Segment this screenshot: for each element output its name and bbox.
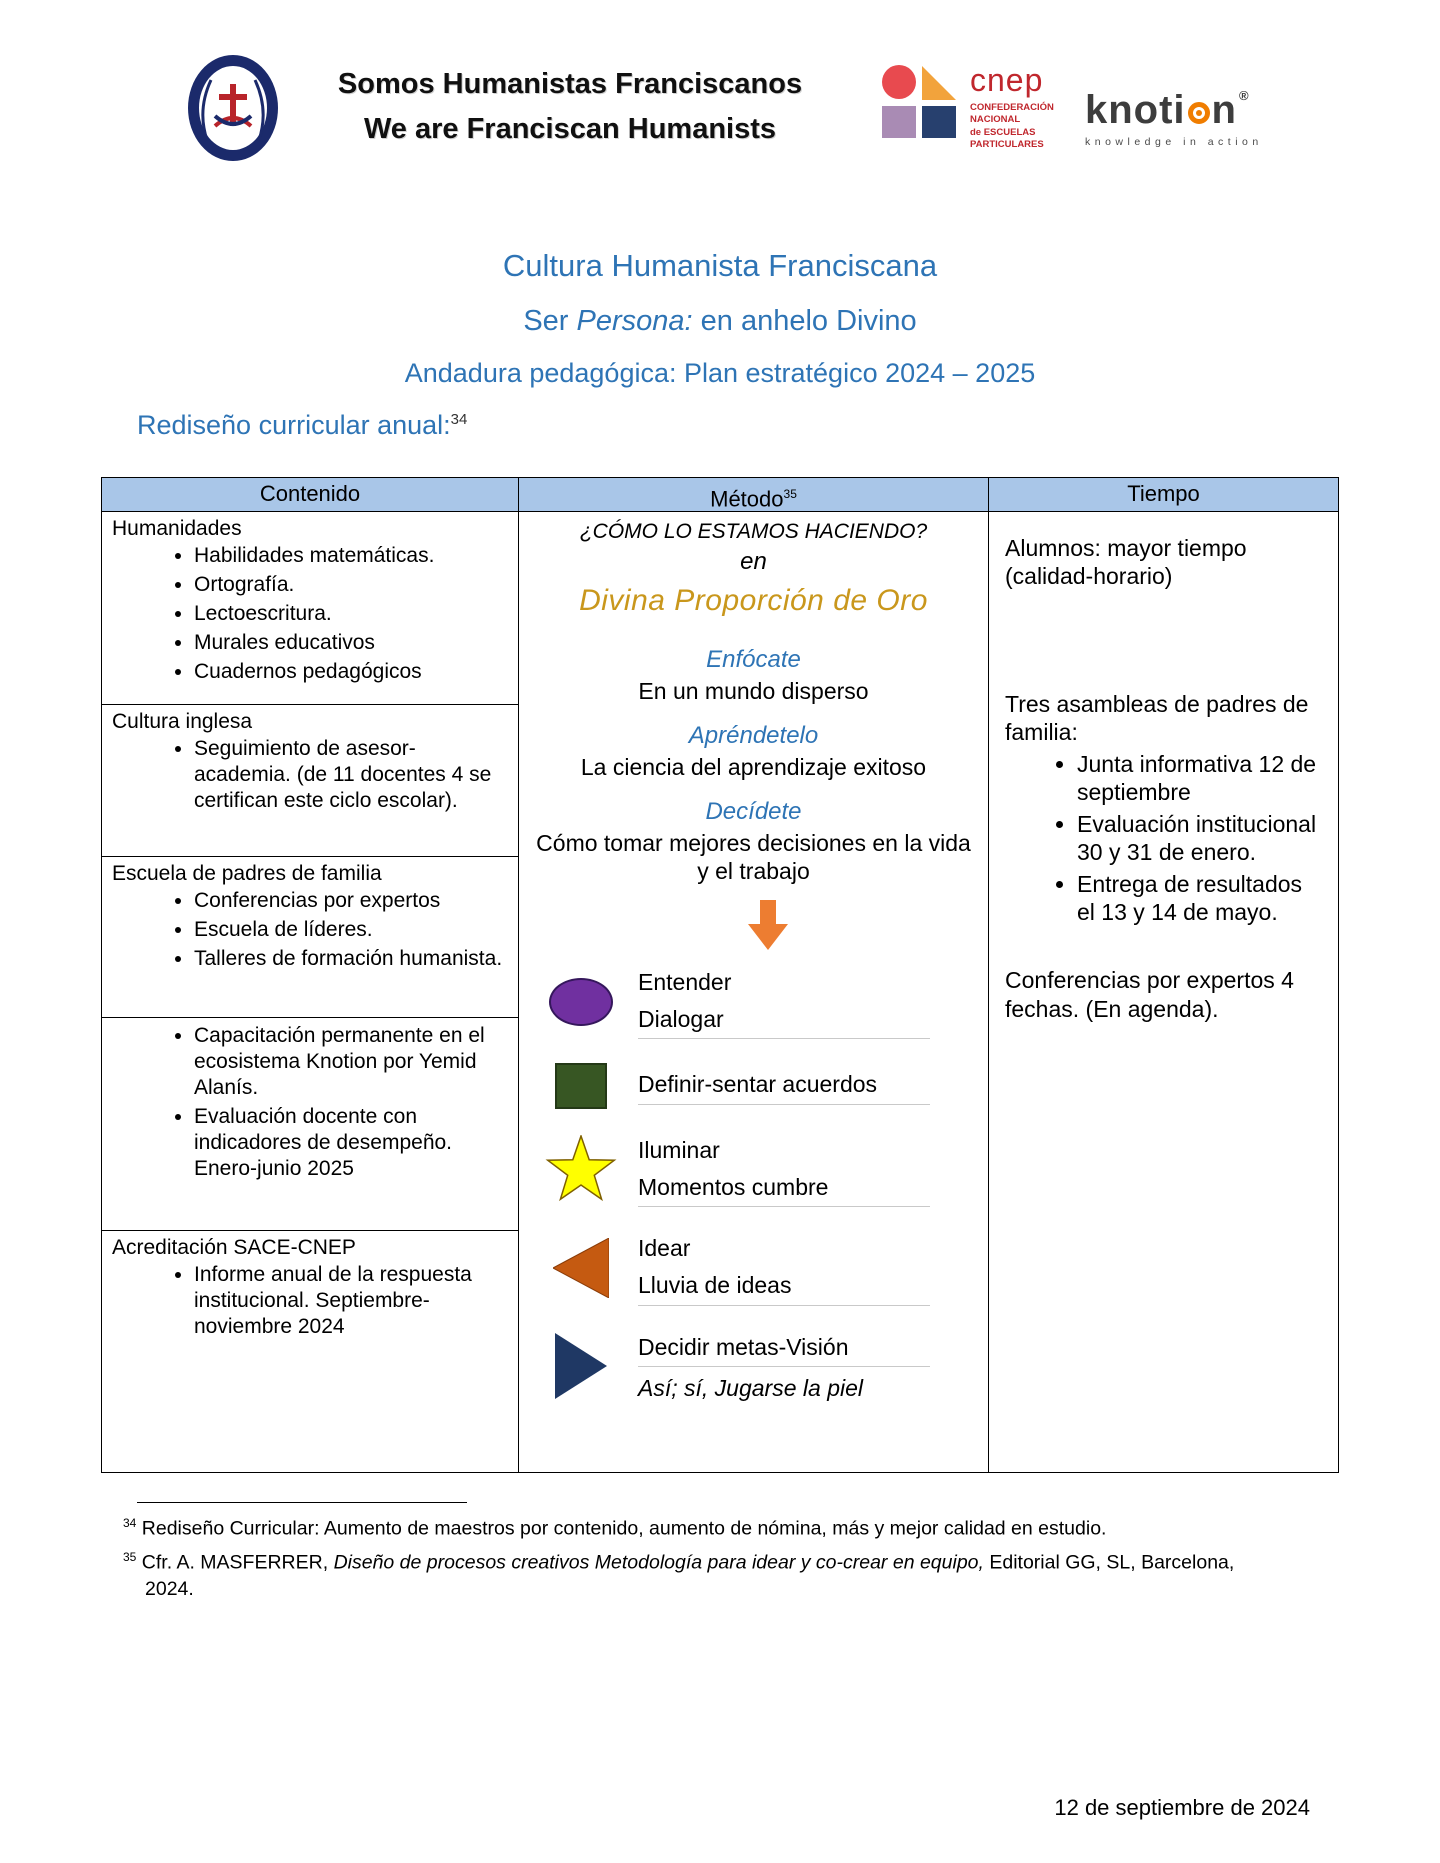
method-step-body: Cómo tomar mejores decisiones en la vida y el trabajo	[536, 829, 971, 885]
content-section-cultura-inglesa	[102, 705, 518, 857]
school-name	[320, 62, 820, 152]
column-tiempo	[989, 512, 1338, 1472]
method-step-body: La ciencia del aprendizaje exitoso	[580, 753, 927, 780]
green-square-icon	[555, 1063, 607, 1109]
method-row-iluminar	[539, 1133, 988, 1207]
bullet-item: • Evaluación institucional 30 y 31 de enero.	[1077, 810, 1326, 866]
method-step-head: Decídete	[705, 797, 802, 825]
content-section-humanidades	[102, 512, 518, 705]
header-metodo: Método$^{35}$	[519, 478, 989, 511]
method-step-body: En un mundo disperso	[638, 678, 869, 704]
footnote-35: $^{35}$ Cfr. A. MASFERRER, Diseño de procesos creativos Metodología para idear y co-crear en equipo, Editorial GG, SL, Barcelona, 2024.	[123, 1549, 1235, 1600]
document-title: Cultura Humanista Franciscana	[502, 248, 938, 283]
method-divina-title: Divina Proporción de Oro	[579, 584, 928, 617]
column-contenido	[102, 512, 519, 1472]
school-name-en: We are Franciscan Humanists	[363, 112, 777, 145]
footnote-ref-35: 35	[783, 487, 797, 501]
header-contenido: Contenido	[102, 478, 519, 511]
method-label: Idear	[638, 1235, 691, 1262]
method-label: Momentos cumbre	[638, 1170, 930, 1208]
method-label: Definir-sentar acuerdos	[638, 1067, 930, 1105]
bullet-item: • Murales educativos	[194, 630, 512, 656]
knotion-tagline: knowledge in action	[1085, 136, 1263, 148]
cnep-name: cnep	[970, 62, 1044, 98]
bullet-item: • Cuadernos pedagógicos	[194, 659, 512, 685]
knotion-wordmark: knoti n ®	[1085, 88, 1250, 132]
registered-mark: ®	[1238, 88, 1250, 103]
bullet-list	[112, 1262, 512, 1340]
bullet-list	[112, 1023, 512, 1182]
method-question: ¿CÓMO LO ESTAMOS HACIENDO?	[579, 520, 928, 543]
bullet-item: • Capacitación permanente en el ecosistema Knotion por Yemid Alanís.	[194, 1023, 512, 1101]
section-title: Humanidades	[112, 517, 242, 540]
content-section-capacitacion	[102, 1018, 518, 1231]
method-label: Iluminar	[638, 1137, 720, 1164]
bullet-item: • Ortografía.	[194, 572, 512, 598]
cnep-logo	[878, 62, 1054, 151]
yellow-star-icon	[544, 1135, 618, 1205]
cnep-subtitle: CONFEDERACIÓN NACIONAL de ESCUELAS PARTICULARES	[970, 102, 1054, 151]
bullet-item: • Habilidades matemáticas.	[194, 543, 512, 569]
cnep-text	[970, 62, 1054, 151]
school-name-es: Somos Humanistas Franciscanos	[337, 68, 803, 100]
knotion-o-icon	[1188, 102, 1210, 124]
footnotes	[123, 1502, 1373, 1609]
footnote-34: $^{34}$ Rediseño Curricular: Aumento de maestros por contenido, aumento de nómina, más y mejor calidad en estudio.	[123, 1516, 1107, 1540]
section-title: Escuela de padres de familia	[112, 862, 382, 885]
section-title: Acreditación SACE-CNEP	[112, 1236, 356, 1259]
plan-line: Andadura pedagógica: Plan estratégico 2024 – 2025	[404, 358, 1036, 388]
method-label: Lluvia de ideas	[638, 1268, 930, 1306]
table-body	[102, 512, 1338, 1472]
header-tiempo: Tiempo	[1127, 481, 1200, 506]
bullet-list	[112, 543, 512, 685]
bullet-item: • Entrega de resultados el 13 y 14 de mayo.	[1077, 870, 1326, 926]
method-label: Entender	[638, 969, 732, 995]
plan-table	[101, 477, 1339, 1473]
footnote-divider	[137, 1502, 467, 1503]
purple-ellipse-icon	[549, 978, 613, 1026]
bullet-item: • Junta informativa 12 de septiembre	[1077, 750, 1326, 806]
section-title: Cultura inglesa	[112, 710, 253, 733]
bullet-list	[112, 888, 512, 972]
bullet-item: • Escuela de líderes.	[194, 917, 512, 943]
tiempo-alumnos: Alumnos: mayor tiempo (calidad-horario)	[1005, 535, 1247, 590]
knotion-logo	[1085, 88, 1263, 148]
page-footer-date: 12 de septiembre de 2024	[1054, 1795, 1310, 1820]
bullet-list	[112, 736, 512, 814]
method-label: Dialogar	[638, 1002, 930, 1040]
school-crest-logo	[185, 52, 281, 164]
method-row-entender	[539, 965, 988, 1039]
annual-redesign-line: Rediseño curricular anual:$^{34}$	[137, 410, 468, 440]
orange-triangle-left-icon	[553, 1238, 609, 1298]
content-section-acreditacion	[102, 1231, 518, 1472]
tiempo-asambleas-head: Tres asambleas de padres de familia:	[1005, 691, 1309, 746]
tiempo-conferencias: Conferencias por expertos 4 fechas. (En agenda).	[1005, 967, 1294, 1022]
bullet-item: • Talleres de formación humanista.	[194, 946, 512, 972]
bullet-item: • Informe anual de la respuesta institucional. Septiembre-noviembre 2024	[194, 1262, 512, 1340]
bullet-item: • Conferencias por expertos	[194, 888, 512, 914]
bullet-item: • Seguimiento de asesor-academia. (de 11 docentes 4 se certifican este ciclo escolar).	[194, 736, 512, 814]
method-en: en	[740, 548, 767, 575]
method-step-head: Apréndetelo	[688, 721, 819, 749]
column-metodo	[519, 512, 989, 1472]
navy-triangle-right-icon	[555, 1333, 607, 1399]
method-closing-line: Así; sí, Jugarse la piel	[638, 1375, 863, 1402]
method-step-head: Enfócate	[706, 646, 801, 673]
footnote-ref-34: 34	[450, 411, 468, 428]
method-row-definir	[539, 1063, 988, 1109]
bullet-item: • Lectoescritura.	[194, 601, 512, 627]
method-row-idear	[539, 1231, 988, 1305]
method-row-decidir	[539, 1330, 988, 1403]
document-subtitle: Ser Persona: en anhelo Divino	[523, 305, 917, 337]
school-crest-icon	[185, 52, 281, 164]
table-header-row	[102, 478, 1338, 512]
tiempo-bullet-list	[1005, 750, 1326, 926]
method-label: Decidir metas-Visión	[638, 1330, 930, 1368]
down-arrow-icon	[748, 900, 788, 955]
content-section-escuela-padres	[102, 857, 518, 1018]
bullet-item: • Evaluación docente con indicadores de desempeño. Enero-junio 2025	[194, 1104, 512, 1182]
cnep-mark-icon	[878, 62, 958, 142]
